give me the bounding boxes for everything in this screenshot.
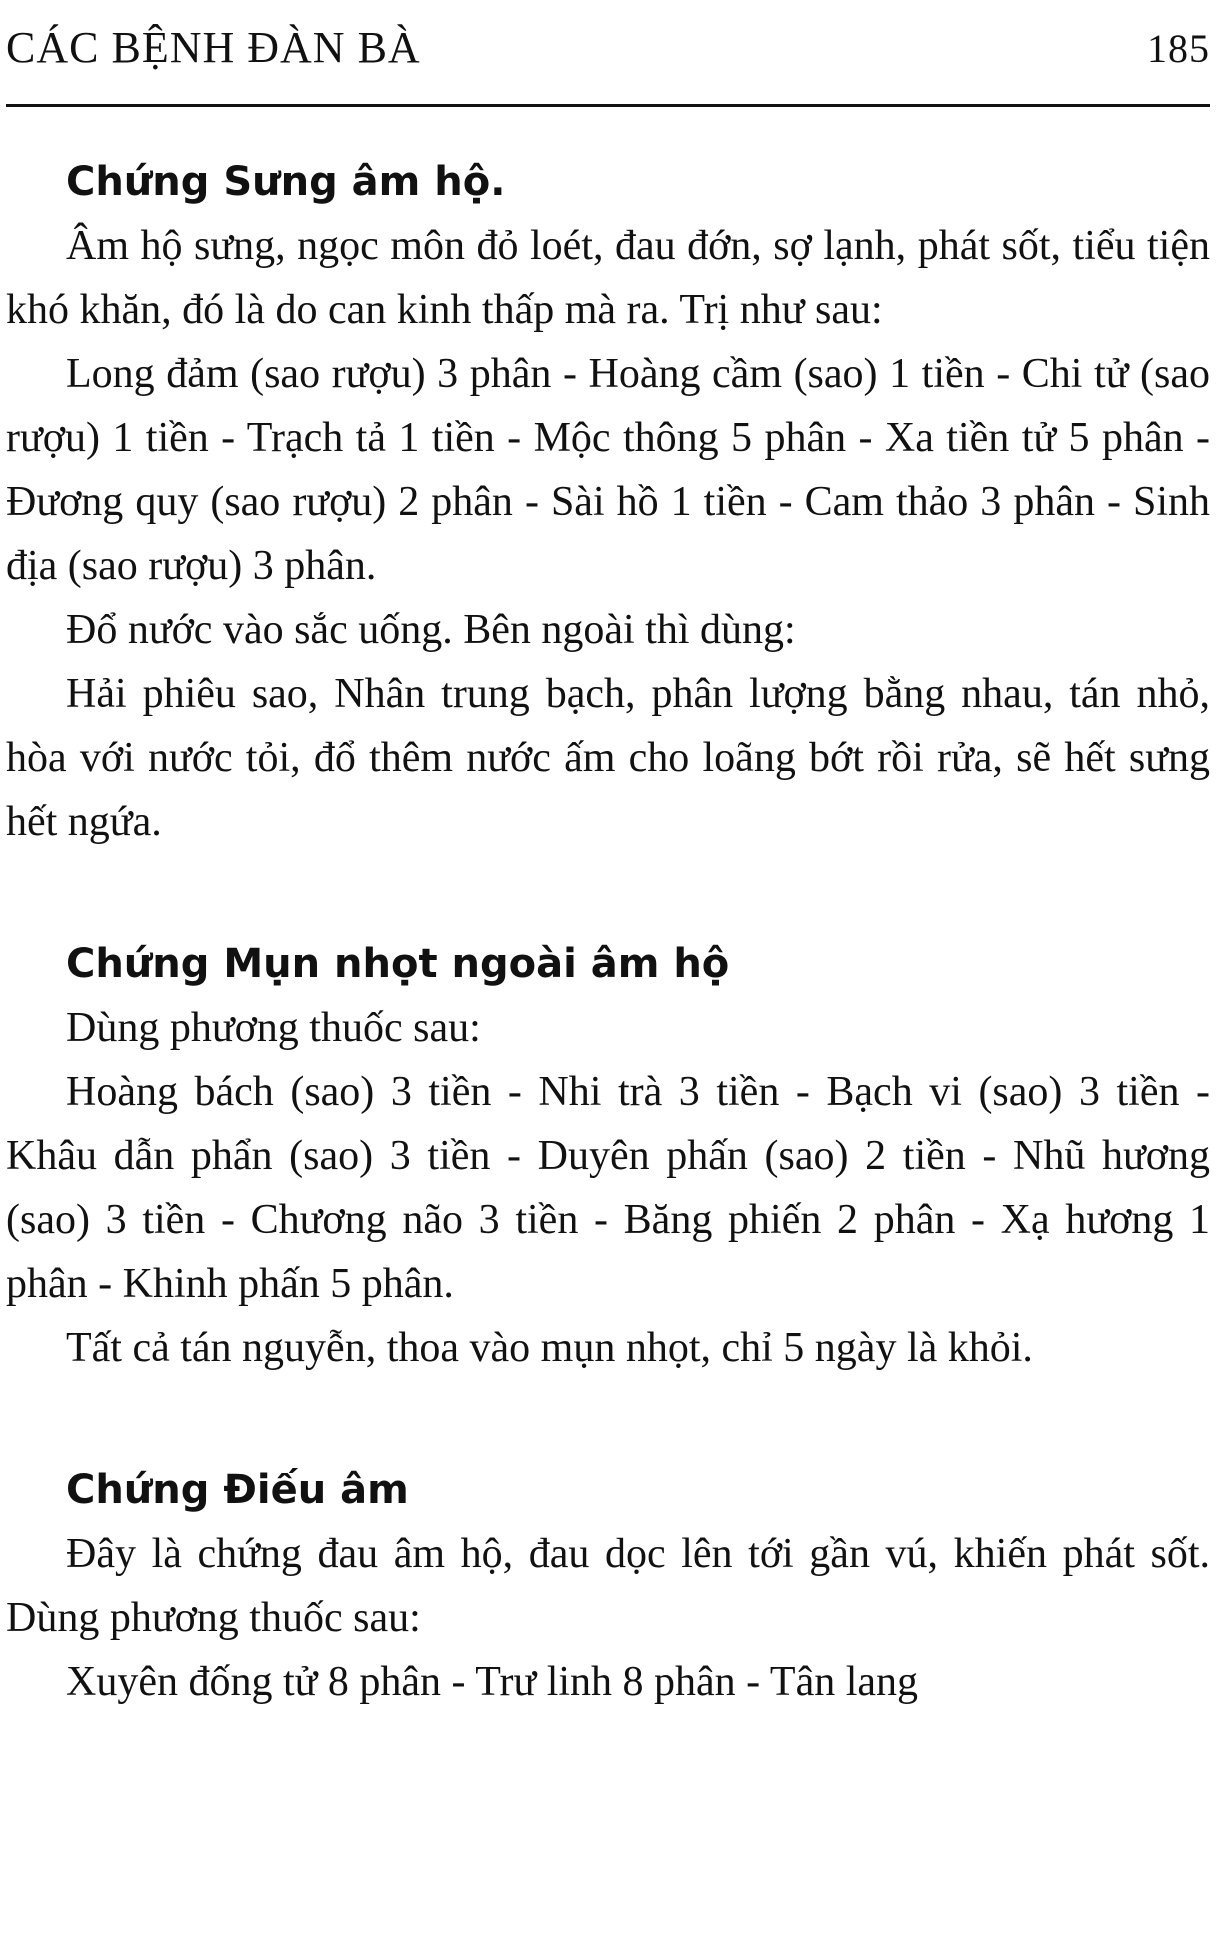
paragraph: Âm hộ sưng, ngọc môn đỏ loét, đau đớn, sợ lạnh, phát sốt, tiểu tiện khó khăn, đó là do can kinh thấp mà ra. Trị như sau: [6,223,1210,333]
paragraph: Đây là chứng đau âm hộ, đau dọc lên tới gần vú, khiến phát sốt. Dùng phương thuốc sau: [6,1531,1210,1641]
chapter-title: CÁC BỆNH ĐÀN BÀ [6,23,421,72]
section-heading: Chứng Điếu âm [66,1467,409,1513]
paragraph: Xuyên đống tử 8 phân - Trư linh 8 phân - Tân lang [66,1659,919,1705]
section-mun-nhot [6,932,1210,1380]
header-rule [6,104,1210,107]
paragraph: Hoàng bách (sao) 3 tiền - Nhi trà 3 tiền - Bạch vi (sao) 3 tiền - Khâu dẫn phẩn (sao) 3 tiền - Duyên phấn (sao) 2 tiền - Nhũ hương (sao) 3 tiền - Chương não 3 tiền - Băng phiến 2 phân - Xạ hương 1 phân - Khinh phấn 5 phân. [6,1069,1210,1307]
page-number: 185 [1147,26,1210,71]
running-header [6,22,1210,82]
paragraph: Đổ nước vào sắc uống. Bên ngoài thì dùng: [66,607,796,653]
section-heading: Chứng Sưng âm hộ. [66,159,506,205]
page-body [6,150,1210,1714]
paragraph: Dùng phương thuốc sau: [66,1005,481,1051]
section-dieu-am [6,1458,1210,1714]
paragraph: Hải phiêu sao, Nhân trung bạch, phân lượng bằng nhau, tán nhỏ, hòa với nước tỏi, đổ thêm nước ấm cho loãng bớt rồi rửa, sẽ hết sưng hết ngứa. [6,671,1210,845]
paragraph: Long đảm (sao rượu) 3 phân - Hoàng cầm (sao) 1 tiền - Chi tử (sao rượu) 1 tiền - Trạch tả 1 tiền - Mộc thông 5 phân - Xa tiền tử 5 phân - Đương quy (sao rượu) 2 phân - Sài hồ 1 tiền - Cam thảo 3 phân - Sinh địa (sao rượu) 3 phân. [6,351,1210,589]
section-heading: Chứng Mụn nhọt ngoài âm hộ [66,941,730,987]
paragraph: Tất cả tán nguyễn, thoa vào mụn nhọt, chỉ 5 ngày là khỏi. [66,1325,1033,1371]
section-sung-am-ho [6,150,1210,854]
